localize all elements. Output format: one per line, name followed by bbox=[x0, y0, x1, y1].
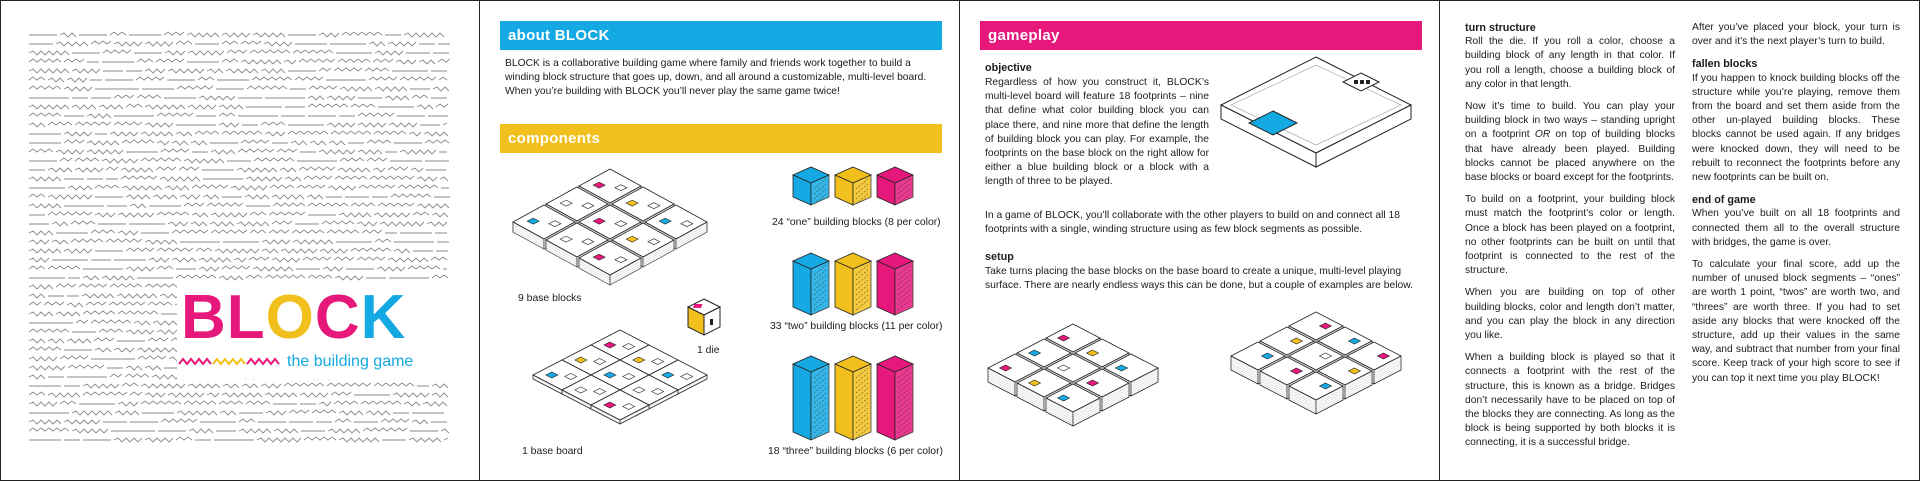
about-body: BLOCK is a collaborative building game where family and friends work together to build a winding block structure that goes up, down, and all around a customizable, multi-level board. When you’re building with BLOCK you’ll never play the same game twice! bbox=[505, 58, 927, 98]
base-blocks-illustration bbox=[510, 164, 710, 294]
turn-p2-part-b: on top of building blocks that have already been played. Building blocks cannot be placed anywhere on the base blocks or board except for the footprints. bbox=[1465, 129, 1676, 184]
rules-column-left bbox=[1465, 21, 1675, 459]
logo-letter-b: B bbox=[181, 283, 227, 352]
base-board-illustration bbox=[510, 331, 730, 451]
logo-letter-k: K bbox=[360, 283, 407, 352]
turn-paragraph-5: When a building block is played so that it connects a footprint with the rest of the structure, this is known as a bridge. Bridges don’t necessarily have to be placed on top of the blocks they are connecting. As long as the block is being supported by both blocks it is connecting, it is a successful bridge. bbox=[1465, 352, 1675, 449]
turn-p2-part-a: Now it’s time to build. You can play your building block in two ways – standing upright on a footprint bbox=[1465, 101, 1675, 141]
maze-lines bbox=[29, 32, 450, 442]
rules-panel bbox=[1439, 0, 1920, 481]
after-place-paragraph: After you’ve placed your block, your turn is over and it’s the next player’s turn to build. bbox=[1692, 22, 1900, 48]
logo-wordmark bbox=[181, 285, 406, 351]
setup-title: setup bbox=[985, 251, 1014, 263]
three-blocks-label: 18 “three” building blocks (6 per color) bbox=[768, 446, 943, 457]
two-blocks-label: 33 “two” building blocks (11 per color) bbox=[770, 321, 943, 332]
logo-letter-o: O bbox=[265, 283, 315, 352]
rules-column-right bbox=[1692, 21, 1900, 394]
one-blocks-label: 24 “one” building blocks (8 per color) bbox=[772, 217, 941, 228]
turn-p2-or: OR bbox=[1534, 129, 1551, 141]
cover-panel bbox=[0, 0, 481, 481]
base-blocks-label: 9 base blocks bbox=[518, 293, 582, 304]
setup-body: Take turns placing the base blocks on the base board to create a unique, multi-level playing surface. There are nearly endless ways this can be done, but a couple of examples are below. bbox=[985, 266, 1413, 292]
turn-structure-title: turn structure bbox=[1465, 22, 1536, 34]
gameplay-panel bbox=[959, 0, 1441, 481]
turn-paragraph-2 bbox=[1465, 100, 1675, 185]
fallen-blocks-body: If you happen to knock building blocks off the structure while you’re playing, remove them from the board and set them aside from the other un-played building blocks. These blocks cannot be used again. If any bridges were knocked down, they will need to be rebuilt to reconnect the footprints before any new footprints can be built on. bbox=[1692, 72, 1900, 184]
end-of-game-body: When you’ve built on all 18 footprints and connected them all to the overall structure with bridges, the game is over. bbox=[1692, 208, 1900, 248]
base-board-label: 1 base board bbox=[522, 446, 583, 457]
logo-box bbox=[177, 283, 461, 379]
turn-paragraph-4: When you are building on top of other building blocks, color and length don’t matter, and you can play the block in any direction you like. bbox=[1465, 287, 1675, 342]
example-base-block-illustration bbox=[1211, 53, 1421, 173]
setup-example-2 bbox=[1206, 306, 1426, 446]
tagline: the building game bbox=[287, 353, 414, 370]
die-label: 1 die bbox=[697, 345, 720, 356]
objective-body: Regardless of how you construct it, BLOCK’s multi-level board will feature 18 footprints – nine that define what color building block you can place there, and nine more that define the length of building block you can play. For example, the footprints on the base block on the right allow for either a blue building block or a block with a length of three to be played. bbox=[985, 77, 1209, 188]
about-heading: about BLOCK bbox=[500, 21, 942, 50]
setup-example-1 bbox=[978, 314, 1198, 454]
objective-body-2: In a game of BLOCK, you’ll collaborate with the other players to build on and connect all 18 footprints with a single, winding structure using as few block segments as possible. bbox=[985, 210, 1400, 236]
one-blocks-illustration bbox=[791, 165, 921, 215]
three-blocks-illustration bbox=[791, 354, 921, 446]
objective-title: objective bbox=[985, 62, 1032, 74]
logo-text-source bbox=[177, 283, 180, 284]
squiggle-icon bbox=[179, 356, 283, 368]
logo-letter-c: C bbox=[314, 283, 361, 352]
about-panel bbox=[479, 0, 961, 481]
components-heading: components bbox=[500, 124, 942, 153]
maze-pattern bbox=[29, 29, 449, 449]
end-of-game-title: end of game bbox=[1692, 194, 1756, 207]
turn-paragraph-1: Roll the die. If you roll a color, choose a building block of any length in that color. If you roll a length, choose a building block of any color in that length. bbox=[1465, 36, 1675, 90]
gameplay-heading: gameplay bbox=[980, 21, 1422, 50]
fallen-blocks-title: fallen blocks bbox=[1692, 58, 1758, 71]
score-paragraph: To calculate your final score, add up the number of unused block segments – “ones” are worth 1 point, “twos” are worth two, and “threes” are worth three. If you had to set aside any blocks that were knocked off the structure, add up their values in the same way, and subtract that number from your final score. Keep track of your high score to see if you can top it next time you play BLOCK! bbox=[1692, 259, 1900, 384]
turn-paragraph-3: To build on a footprint, your building block must match the footprint’s color or length. Once a block has been played on a footprint, no other footprints can be built on until that footprint is connected to the rest of the structure. bbox=[1465, 194, 1675, 277]
logo-letter-l: L bbox=[226, 283, 266, 352]
two-blocks-illustration bbox=[791, 251, 921, 323]
